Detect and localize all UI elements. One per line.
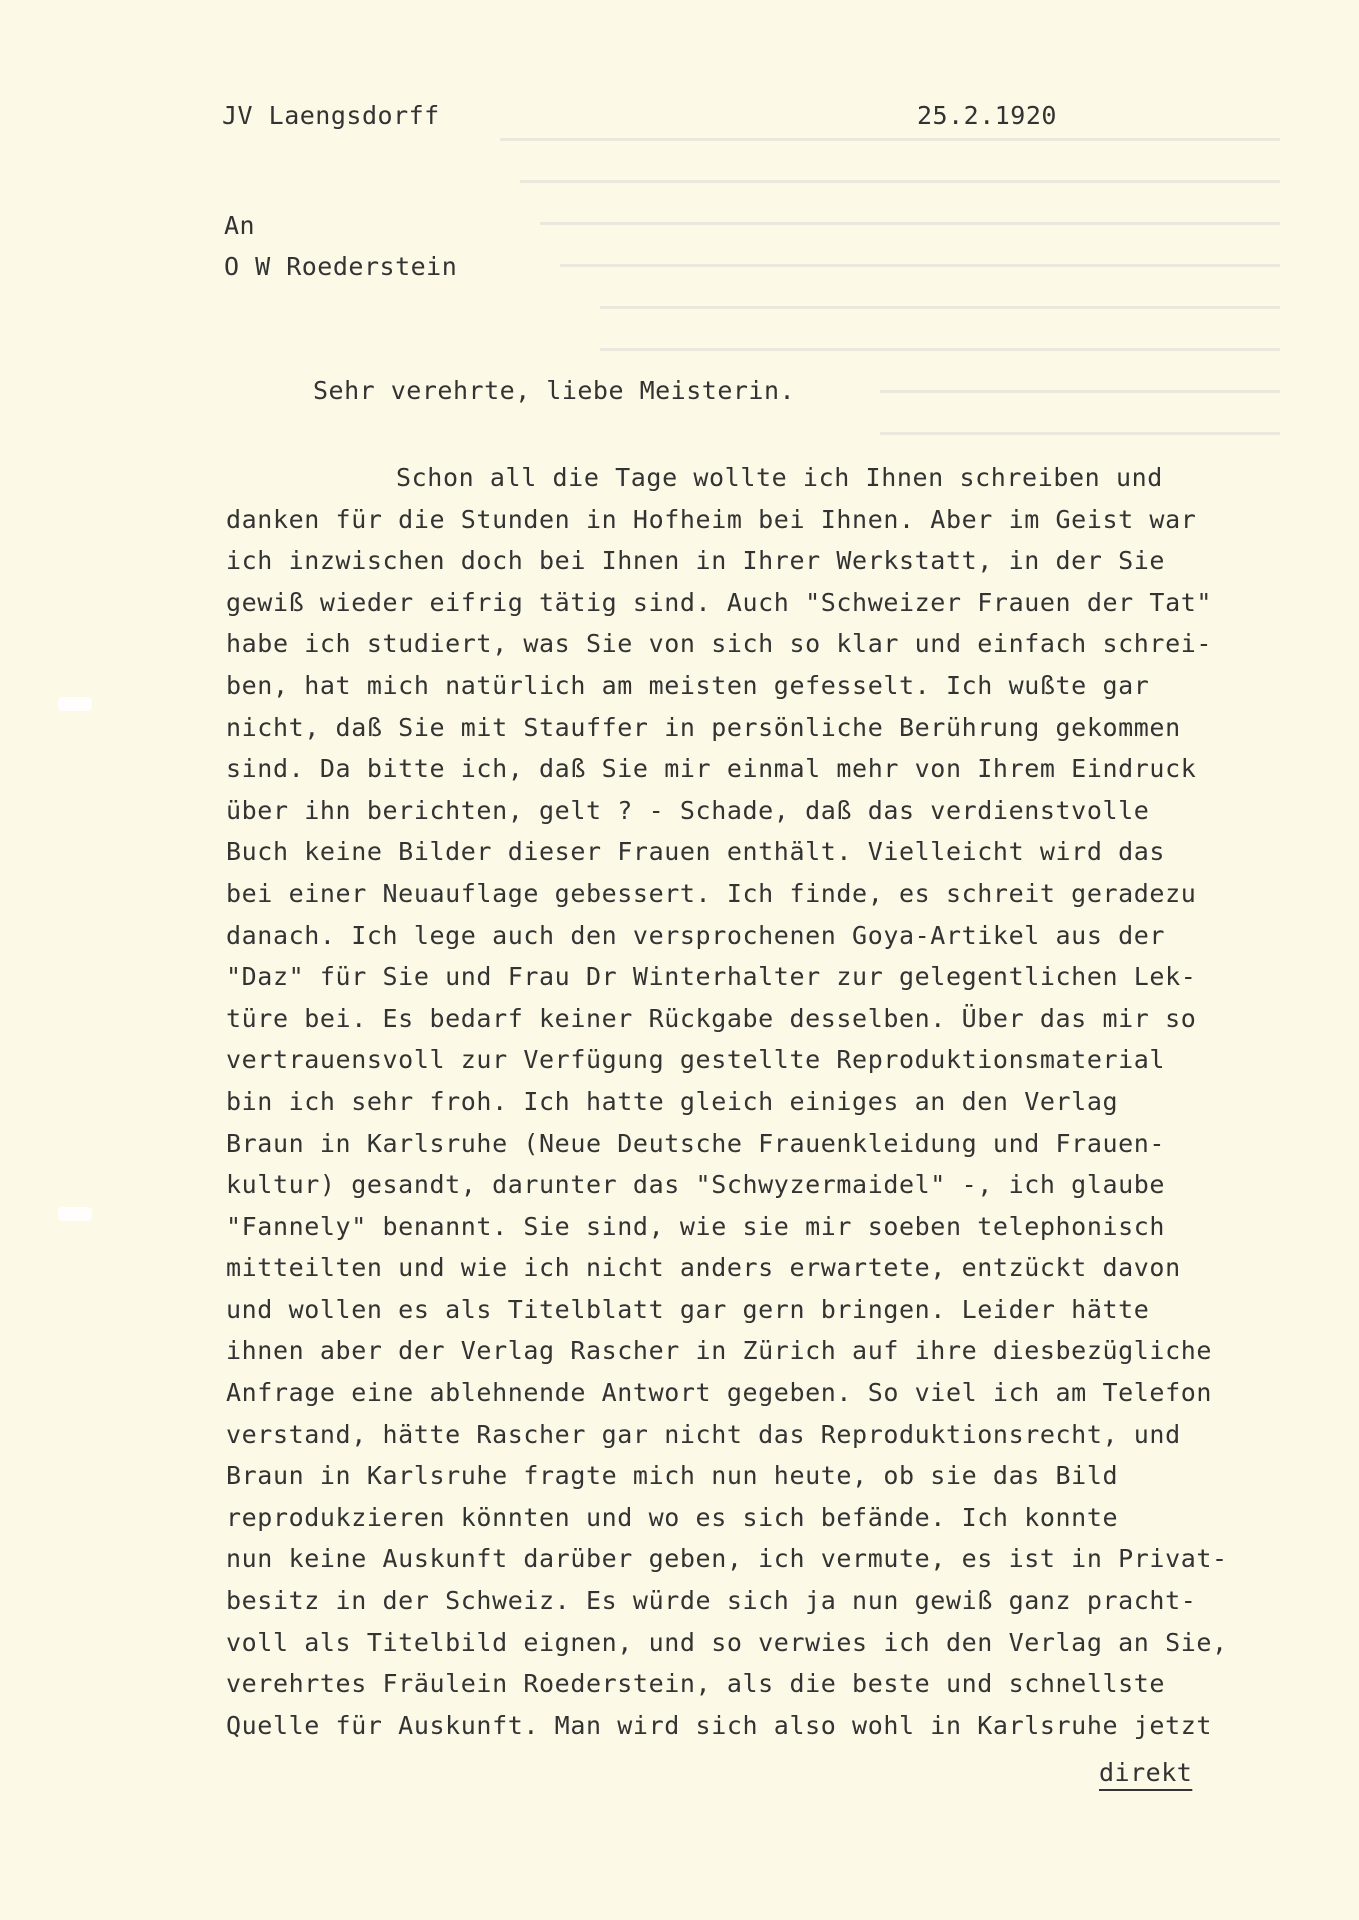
body-line: habe ich studiert, was Sie von sich so klar und einfach schrei-: [226, 629, 1213, 659]
body-line: verstand, hätte Rascher gar nicht das Reproduktionsrecht, und: [226, 1419, 1181, 1449]
body-line: Schon all die Tage wollte ich Ihnen schreiben und: [396, 463, 1163, 492]
bleed-mark: [520, 180, 1280, 183]
body-line: "Fannely" benannt. Sie sind, wie sie mir soeben telephonisch: [226, 1211, 1166, 1241]
body-line: ben, hat mich natürlich am meisten gefesselt. Ich wußte gar: [226, 670, 1150, 700]
body-line: besitz in der Schweiz. Es würde sich ja nun gewiß ganz pracht-: [226, 1586, 1197, 1616]
body-line: reprodukzieren könnten und wo es sich befände. Ich konnte: [226, 1502, 1119, 1532]
body-line: türe bei. Es bedarf keiner Rückgabe desselben. Über das mir so: [226, 1003, 1197, 1033]
body-line: bin ich sehr froh. Ich hatte gleich einiges an den Verlag: [226, 1086, 1119, 1116]
body-line: bei einer Neuauflage gebessert. Ich finde, es schreit geradezu: [226, 878, 1197, 908]
body-line: sind. Da bitte ich, daß Sie mir einmal mehr von Ihrem Eindruck: [226, 754, 1197, 784]
body-line: ihnen aber der Verlag Rascher in Zürich auf ihre diesbezügliche: [226, 1336, 1213, 1366]
bleed-mark: [880, 390, 1280, 393]
body-line: Braun in Karlsruhe fragte mich nun heute, ob sie das Bild: [226, 1461, 1119, 1491]
body-line: vertrauensvoll zur Verfügung gestellte Reproduktionsmaterial: [226, 1045, 1166, 1075]
bleed-mark: [600, 348, 1280, 351]
body-line: voll als Titelbild eignen, und so verwies ich den Verlag an Sie,: [226, 1627, 1228, 1657]
body-line: Anfrage eine ablehnende Antwort gegeben. So viel ich am Telefon: [226, 1378, 1213, 1408]
body-line: und wollen es als Titelblatt gar gern bringen. Leider hätte: [226, 1294, 1150, 1324]
bleed-mark: [560, 264, 1280, 267]
body-line: kultur) gesandt, darunter das "Schwyzermaidel" -, ich glaube: [226, 1170, 1166, 1200]
body-line: über ihn berichten, gelt ? - Schade, daß das verdienstvolle: [226, 795, 1150, 825]
recipient-label: An: [224, 211, 256, 240]
continuation-word: direkt: [1099, 1758, 1193, 1787]
letter-date: 25.2.1920: [917, 101, 1057, 130]
body-line: Quelle für Auskunft. Man wird sich also wohl in Karlsruhe jetzt: [226, 1710, 1213, 1740]
sender-name: JV Laengsdorff: [222, 101, 440, 130]
letter-body: [226, 457, 1306, 1746]
bleed-mark: [880, 432, 1280, 435]
body-line: Braun in Karlsruhe (Neue Deutsche Frauenkleidung und Frauen-: [226, 1128, 1166, 1158]
recipient-name: O W Roederstein: [224, 252, 458, 281]
bleed-mark: [500, 138, 1280, 141]
body-line: mitteilten und wie ich nicht anders erwartete, entzückt davon: [226, 1253, 1181, 1283]
body-line: danach. Ich lege auch den versprochenen Goya-Artikel aus der: [226, 920, 1166, 950]
salutation: Sehr verehrte, liebe Meisterin.: [313, 376, 796, 405]
punch-hole: [58, 697, 92, 711]
body-line: "Daz" für Sie und Frau Dr Winterhalter zur gelegentlichen Lek-: [226, 962, 1197, 992]
body-line: gewiß wieder eifrig tätig sind. Auch "Schweizer Frauen der Tat": [226, 587, 1213, 617]
body-line: nicht, daß Sie mit Stauffer in persönliche Berührung gekommen: [226, 712, 1181, 742]
body-line: Buch keine Bilder dieser Frauen enthält. Vielleicht wird das: [226, 837, 1166, 867]
body-line: danken für die Stunden in Hofheim bei Ihnen. Aber im Geist war: [226, 504, 1197, 534]
body-line: verehrtes Fräulein Roederstein, als die beste und schnellste: [226, 1669, 1166, 1699]
body-line: ich inzwischen doch bei Ihnen in Ihrer Werkstatt, in der Sie: [226, 546, 1166, 576]
bleed-mark: [540, 222, 1280, 225]
punch-hole: [58, 1207, 92, 1221]
bleed-mark: [600, 306, 1280, 309]
body-line: nun keine Auskunft darüber geben, ich vermute, es ist in Privat-: [226, 1544, 1228, 1574]
